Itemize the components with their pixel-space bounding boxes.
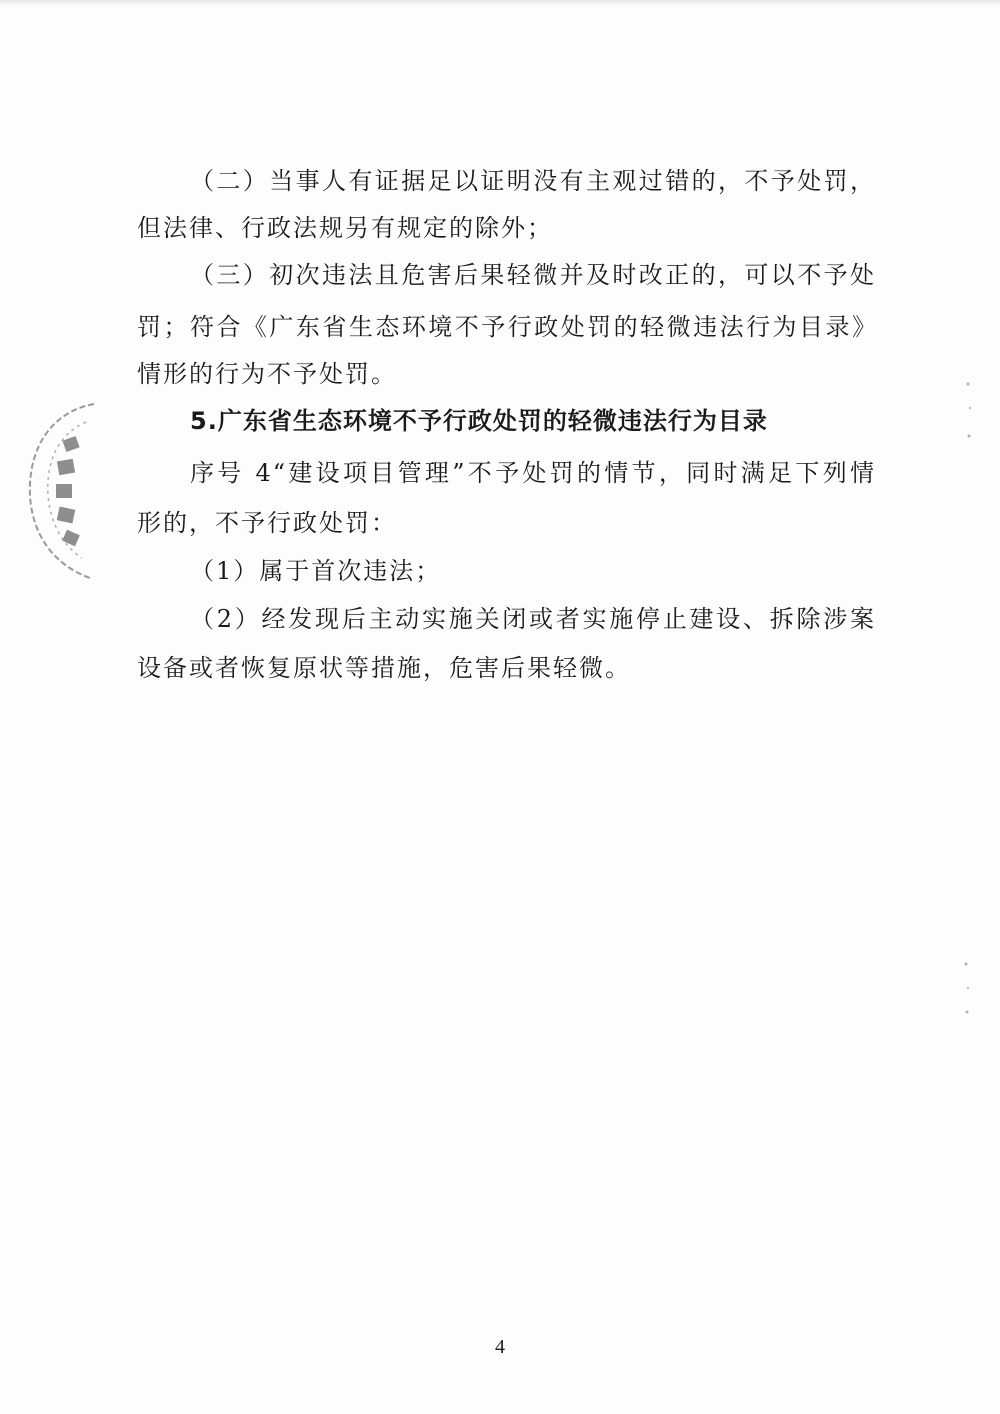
paragraph-line: 形的，不予行政处罚：	[137, 509, 397, 537]
paragraph-line: 但法律、行政法规另有规定的除外；	[137, 214, 553, 242]
paragraph-line: 设备或者恢复原状等措施，危害后果轻微。	[137, 654, 631, 682]
paragraph-line: 序号 4“建设项目管理”不予处罚的情节，同时满足下列情	[190, 459, 876, 487]
partial-seal-stamp	[20, 400, 96, 580]
list-item: （2）经发现后主动实施关闭或者实施停止建设、拆除涉案	[190, 605, 876, 633]
scan-top-edge	[0, 0, 1000, 6]
paragraph-line: 情形的行为不予处罚。	[137, 360, 397, 388]
section-heading: 5.广东省生态环境不予行政处罚的轻微违法行为目录	[190, 407, 768, 435]
scan-marks-bottom	[958, 958, 978, 1018]
list-item: （1）属于首次违法；	[190, 557, 442, 585]
page-number: 4	[495, 1336, 505, 1358]
paragraph-line: （二）当事人有证据足以证明没有主观过错的，不予处罚，	[190, 167, 876, 195]
scan-marks-top	[960, 378, 980, 448]
paragraph-line: 罚；符合《广东省生态环境不予行政处罚的轻微违法行为目录》	[137, 313, 876, 341]
paragraph-line: （三）初次违法且危害后果轻微并及时改正的，可以不予处	[190, 261, 876, 289]
